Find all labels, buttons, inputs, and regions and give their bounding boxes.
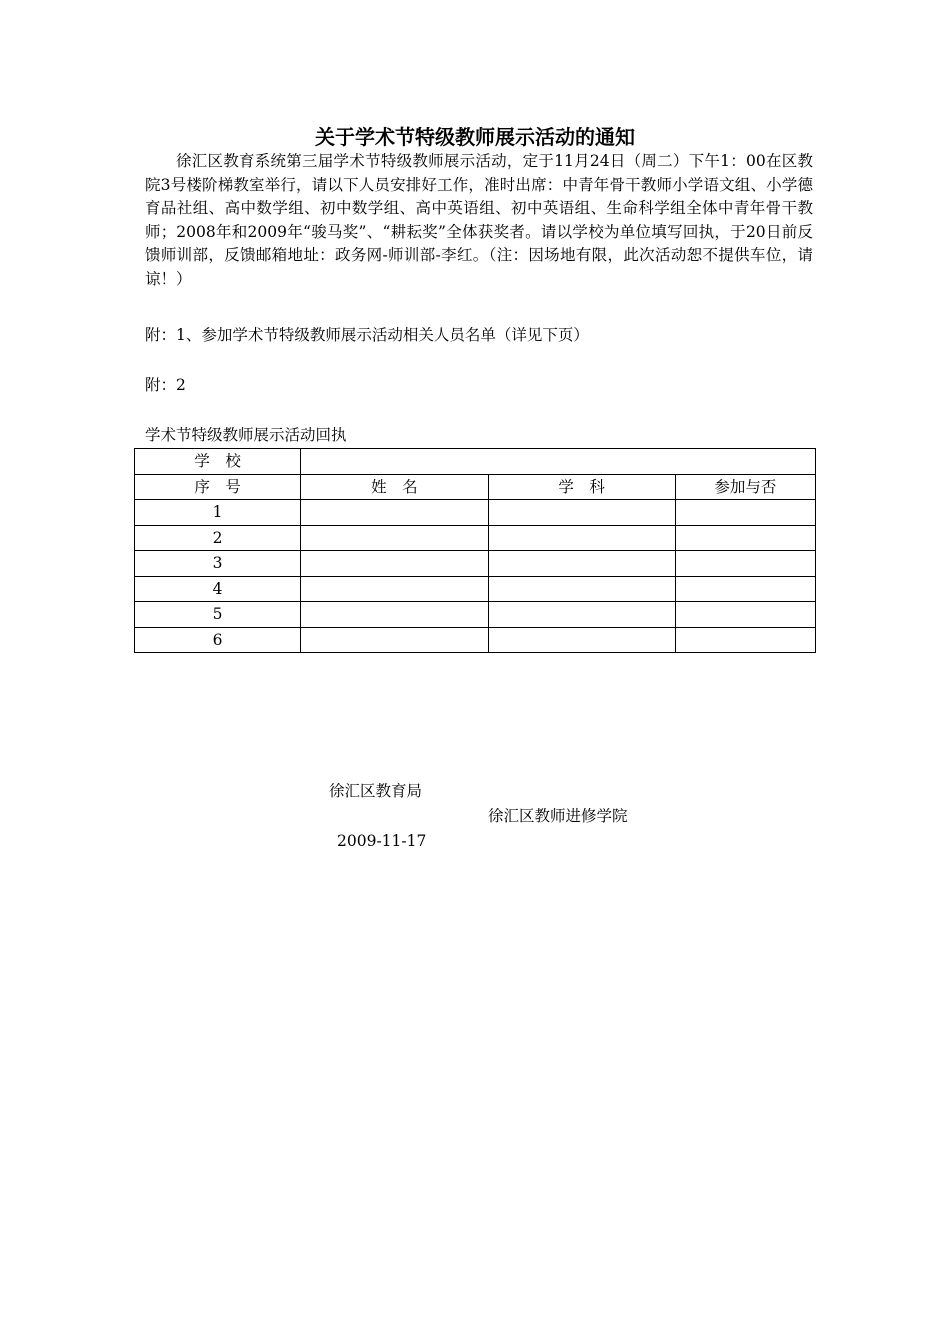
- table-row: [135, 525, 816, 551]
- row-name-field[interactable]: [301, 627, 488, 653]
- row-subject-field[interactable]: [488, 500, 675, 526]
- receipt-table: [134, 448, 816, 653]
- table-header-row: [135, 474, 816, 500]
- header-subject: 学 科: [488, 474, 675, 500]
- school-row: [135, 449, 816, 475]
- table-row: [135, 627, 816, 653]
- row-attend-field[interactable]: [675, 551, 815, 577]
- row-subject-field[interactable]: [488, 525, 675, 551]
- table-row: [135, 602, 816, 628]
- row-attend-field[interactable]: [675, 576, 815, 602]
- row-attend-field[interactable]: [675, 525, 815, 551]
- row-subject-field[interactable]: [488, 576, 675, 602]
- row-seq: 1: [135, 500, 301, 526]
- row-name-field[interactable]: [301, 500, 488, 526]
- row-seq: 4: [135, 576, 301, 602]
- row-subject-field[interactable]: [488, 627, 675, 653]
- row-subject-field[interactable]: [488, 602, 675, 628]
- row-seq: 6: [135, 627, 301, 653]
- attachment-2-text: 附：2: [145, 376, 186, 394]
- row-attend-field[interactable]: [675, 500, 815, 526]
- receipt-title: 学术节特级教师展示活动回执: [145, 426, 347, 444]
- row-subject-field[interactable]: [488, 551, 675, 577]
- row-name-field[interactable]: [301, 576, 488, 602]
- attachment-1-text: 附：1、参加学术节特级教师展示活动相关人员名单（详见下页）: [145, 326, 589, 344]
- row-seq: 5: [135, 602, 301, 628]
- row-name-field[interactable]: [301, 525, 488, 551]
- signature-date: 2009-11-17: [337, 832, 427, 850]
- table-row: [135, 551, 816, 577]
- notice-body: 徐汇区教育系统第三届学术节特级教师展示活动，定于11月24日（周二）下午1：00在区教院3号楼阶梯教室举行，请以下人员安排好工作，准时出席：中青年骨干教师小学语文组、小学德育品社组、高中数学组、初中数学组、高中英语组、初中英语组、生命科学组全体中青年骨干教师；2008年和2009年“骏马奖”、“耕耘奖”全体获奖者。请以学校为单位填写回执，于20日前反馈师训部，反馈邮箱地址：政务网-师训部-李红。（注：因场地有限，此次活动恕不提供车位，请谅！）: [145, 152, 813, 288]
- table-row: [135, 576, 816, 602]
- table-row: [135, 500, 816, 526]
- header-seq: 序 号: [135, 474, 301, 500]
- header-name: 姓 名: [301, 474, 488, 500]
- row-name-field[interactable]: [301, 551, 488, 577]
- row-attend-field[interactable]: [675, 627, 815, 653]
- document-title: 关于学术节特级教师展示活动的通知: [315, 125, 635, 149]
- row-name-field[interactable]: [301, 602, 488, 628]
- school-label: 学 校: [135, 449, 301, 475]
- row-seq: 2: [135, 525, 301, 551]
- row-seq: 3: [135, 551, 301, 577]
- signature-college: 徐汇区教师进修学院: [488, 807, 628, 825]
- header-attend: 参加与否: [675, 474, 815, 500]
- row-attend-field[interactable]: [675, 602, 815, 628]
- signature-bureau: 徐汇区教育局: [329, 782, 423, 800]
- school-field[interactable]: [301, 449, 816, 475]
